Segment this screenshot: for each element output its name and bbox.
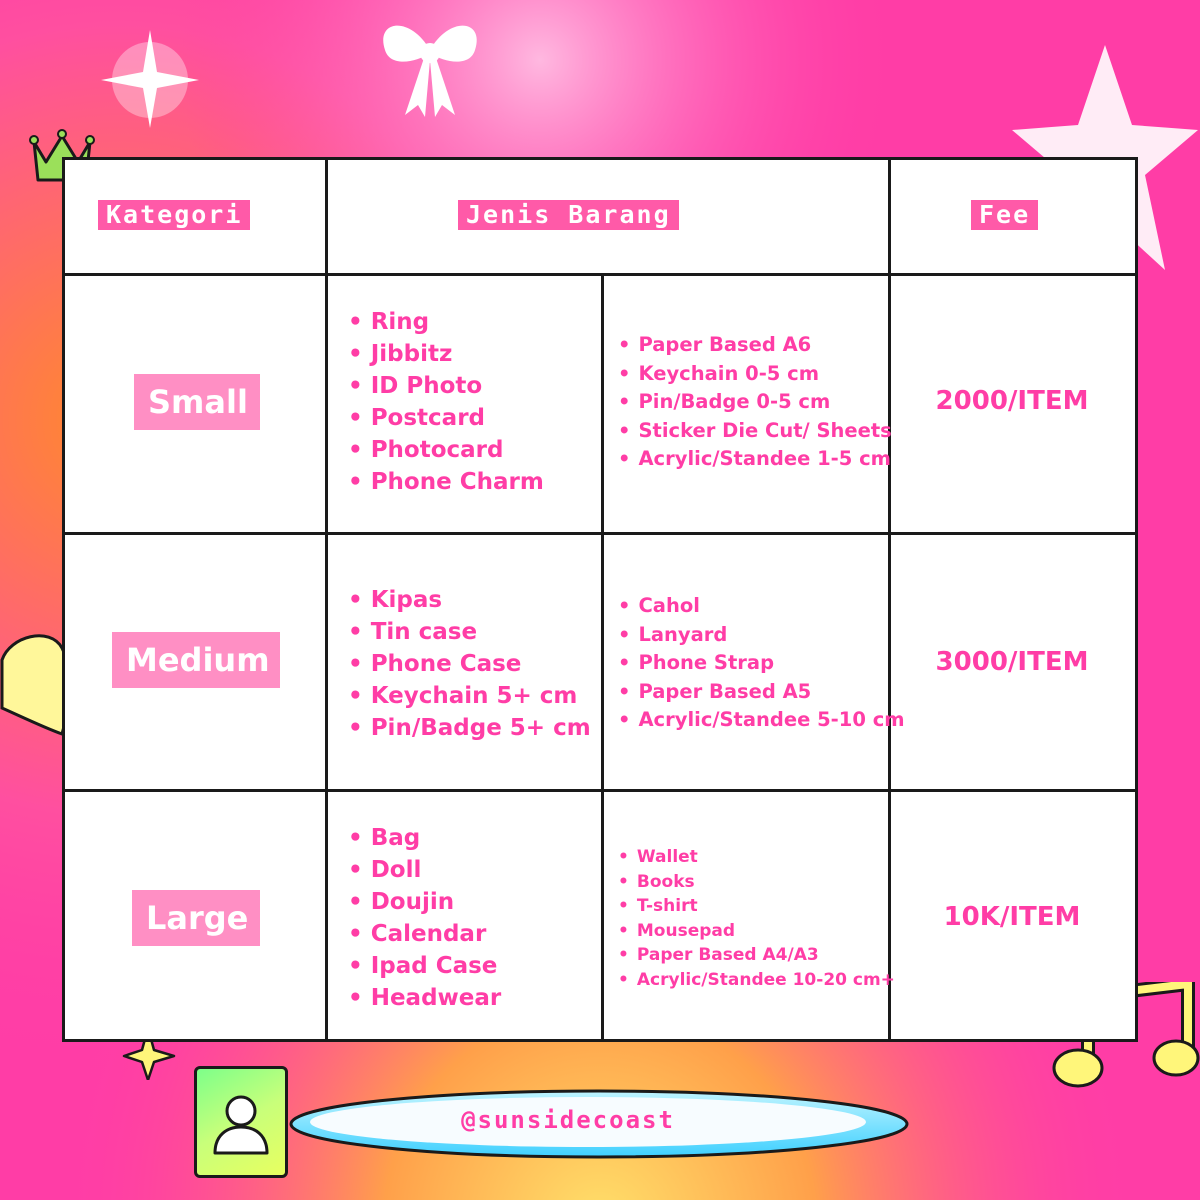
list-item: • Phone Strap: [618, 649, 905, 678]
list-item: • Acrylic/Standee 10-20 cm+: [618, 968, 895, 993]
list-item: • Books: [618, 870, 895, 895]
list-item: • Doll: [348, 854, 501, 886]
social-handle[interactable]: @sunsidecoast: [461, 1106, 675, 1134]
list-item: • Bag: [348, 822, 501, 854]
fee-small: 2000/ITEM: [935, 386, 1089, 416]
list-item: • Acrylic/Standee 5-10 cm: [618, 706, 905, 735]
fee-large: 10K/ITEM: [943, 902, 1081, 932]
list-item: • Paper Based A5: [618, 678, 905, 707]
list-item: • Pin/Badge 5+ cm: [348, 712, 591, 744]
avatar: [194, 1066, 288, 1178]
list-item: • Tin case: [348, 616, 591, 648]
list-item: • Lanyard: [618, 621, 905, 650]
list-item: • Calendar: [348, 918, 501, 950]
fee-table: [62, 157, 1138, 1042]
list-item: • Headwear: [348, 982, 501, 1014]
list-item: • Phone Charm: [348, 466, 544, 498]
list-item: • Keychain 0-5 cm: [618, 360, 892, 389]
bow-icon: [370, 5, 490, 125]
list-item: • Doujin: [348, 886, 501, 918]
large-items-right: [618, 845, 895, 992]
medium-items-right: [618, 592, 905, 735]
list-item: • Sticker Die Cut/ Sheets: [618, 417, 892, 446]
list-item: • Acrylic/Standee 1-5 cm: [618, 445, 892, 474]
list-item: • Ring: [348, 306, 544, 338]
header-jenis-barang: Jenis Barang: [458, 200, 679, 230]
header-kategori: Kategori: [98, 200, 250, 230]
user-icon: [197, 1069, 285, 1175]
sparkle-icon: [95, 20, 205, 130]
list-item: • Paper Based A4/A3: [618, 943, 895, 968]
list-item: • T-shirt: [618, 894, 895, 919]
list-item: • Photocard: [348, 434, 544, 466]
small-items-right: [618, 331, 892, 474]
list-item: • ID Photo: [348, 370, 544, 402]
category-small: Small: [134, 374, 260, 430]
list-item: • Kipas: [348, 584, 591, 616]
fee-medium: 3000/ITEM: [935, 647, 1089, 677]
header-fee: Fee: [971, 200, 1038, 230]
list-item: • Keychain 5+ cm: [348, 680, 591, 712]
list-item: • Mousepad: [618, 919, 895, 944]
large-items-left: [348, 822, 501, 1014]
list-item: • Phone Case: [348, 648, 591, 680]
list-item: • Ipad Case: [348, 950, 501, 982]
list-item: • Postcard: [348, 402, 544, 434]
medium-items-left: [348, 584, 591, 744]
small-items-left: [348, 306, 544, 498]
category-medium: Medium: [112, 632, 280, 688]
list-item: • Pin/Badge 0-5 cm: [618, 388, 892, 417]
category-large: Large: [132, 890, 260, 946]
heart-icon: [0, 628, 70, 738]
list-item: • Paper Based A6: [618, 331, 892, 360]
list-item: • Cahol: [618, 592, 905, 621]
list-item: • Jibbitz: [348, 338, 544, 370]
list-item: • Wallet: [618, 845, 895, 870]
